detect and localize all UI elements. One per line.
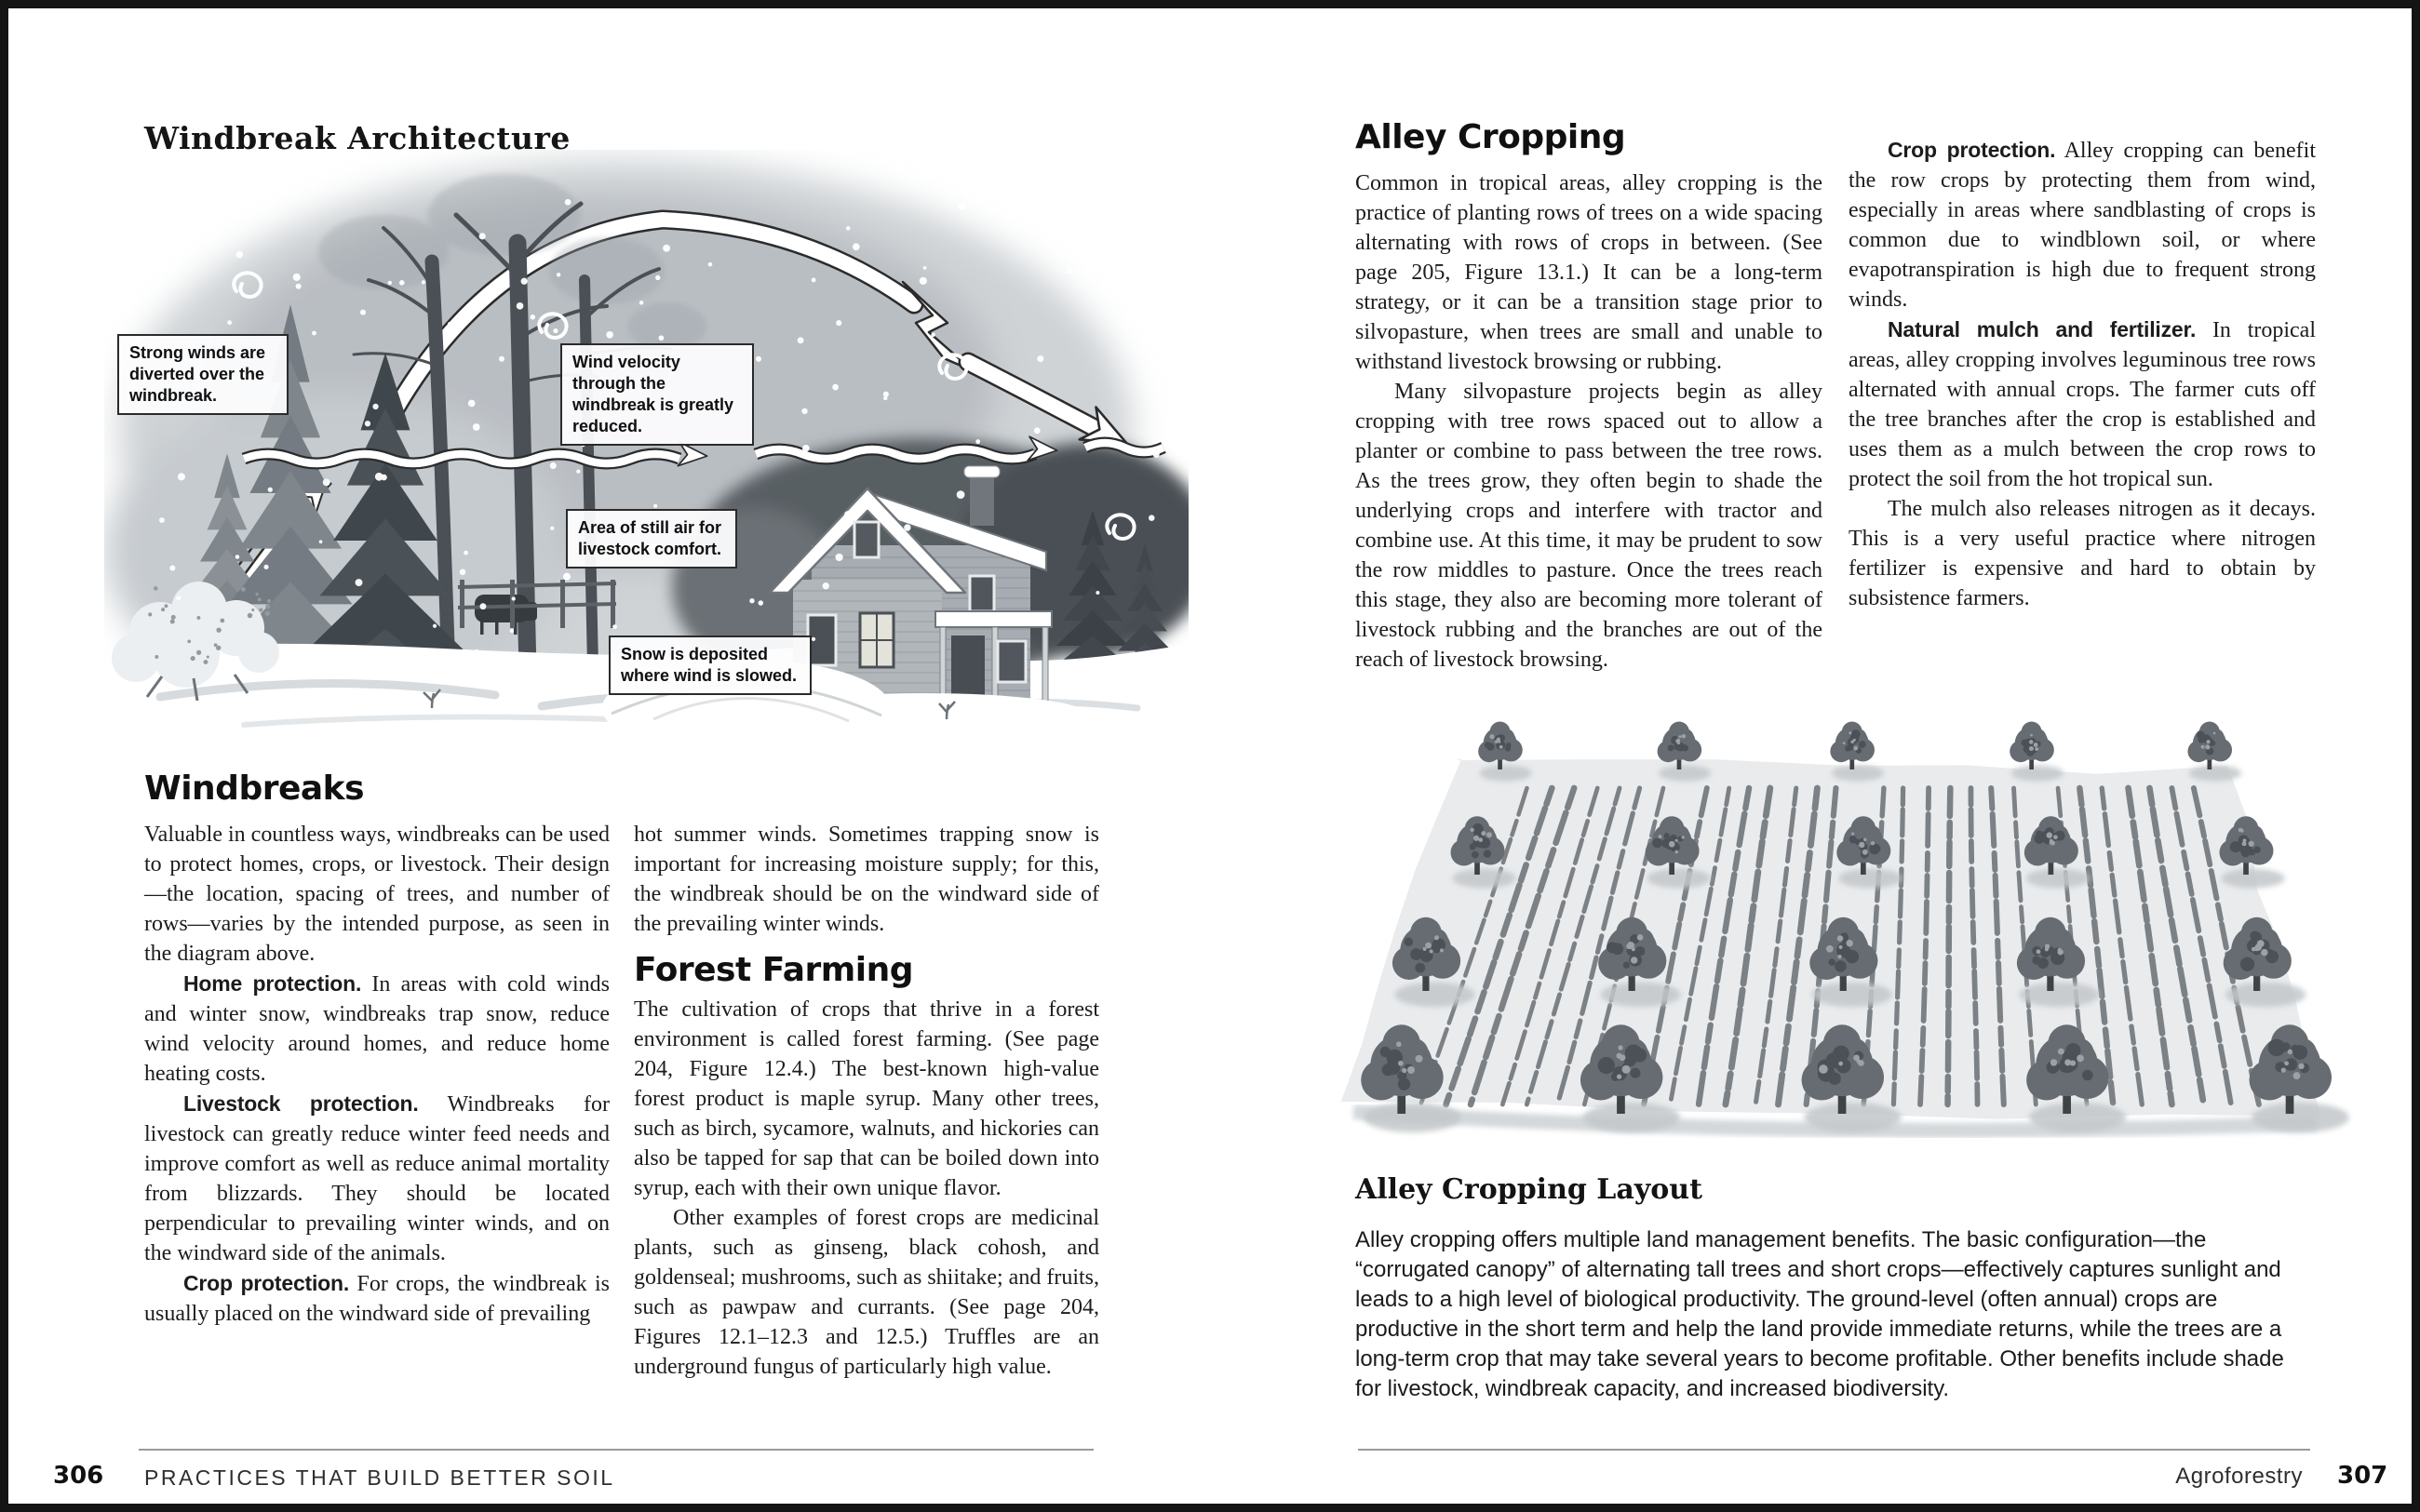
diagram-label-still-air: Area of still air for livestock comfort. bbox=[566, 509, 737, 569]
section-heading-alley-cropping: Alley Cropping bbox=[1355, 118, 1626, 156]
windbreak-diagram-title: Windbreak Architecture bbox=[144, 120, 571, 156]
alley-cropping-illustration bbox=[1316, 684, 2366, 1175]
diagram-label-velocity-reduced: Wind velocity through the windbreak is greatly reduced. bbox=[560, 343, 754, 446]
footer-rule-right bbox=[1358, 1449, 2310, 1451]
paragraph-home-protection: Home protection. In areas with cold winds and winter snow, windbreaks trap snow, reduce wind velocity around homes, and reduce home heating costs. bbox=[144, 971, 611, 1086]
left-page-column-1 bbox=[144, 820, 610, 1329]
paragraph-crop-protection: Crop protection. For crops, the windbreak is usually placed on the windward side of prevailing bbox=[144, 1271, 611, 1326]
paragraph-forest-farming-2: Other examples of forest crops are medicinal plants, such as ginseng, black cohosh, and goldenseal; mushrooms, such as shiitake; and fruits, such as pawpaw and currants. (See page 204, Figures 12.1–12.3 and 12.5.) Truffles are an underground fungus of particularly high value. bbox=[634, 1206, 1099, 1379]
section-heading-windbreaks: Windbreaks bbox=[144, 769, 365, 808]
paragraph-alley-crop-protection: Crop protection. Alley cropping can benefit the row crops by protecting them from wind, especially in areas where sandblasting of crops is common due to windblown soil, or where evapotranspiration is high due to frequent strong winds. bbox=[1849, 138, 2316, 312]
left-page-column-2 bbox=[634, 820, 1099, 1382]
diagram-label-wind-diverted: Strong winds are diverted over the windbreak. bbox=[117, 334, 289, 415]
alley-layout-caption-heading: Alley Cropping Layout bbox=[1355, 1173, 1702, 1206]
footer-rule-left bbox=[139, 1449, 1094, 1451]
paragraph-windbreaks-intro: Valuable in countless ways, windbreaks can be used to protect homes, crops, or livestock. Their design—the location, spacing of trees, and number of rows—varies by the intended purpose, as seen in the diagram above. bbox=[144, 823, 610, 966]
page-number-right: 307 bbox=[2337, 1462, 2388, 1490]
running-head-left: PRACTICES THAT BUILD BETTER SOIL bbox=[144, 1465, 615, 1490]
paragraph-livestock-protection: Livestock protection. Windbreaks for livestock can greatly reduce winter feed needs and improve comfort as well as reduce animal mortality from blizzards. They should be located perpendicular to prevailing winter winds, and on the windward side of the animals. bbox=[144, 1091, 610, 1265]
right-page-column-1 bbox=[1355, 168, 1822, 675]
paragraph-alley-nitrogen: The mulch also releases nitrogen as it decays. This is a very useful practice where nitrogen fertilizer is expensive and hard to obtain by subsistence farmers. bbox=[1849, 497, 2316, 610]
section-heading-forest-farming: Forest Farming bbox=[634, 951, 913, 989]
paragraph-crop-protection-continued: hot summer winds. Sometimes trapping snow is important for increasing moisture supply; for this, the windbreak should be on the windward side of the prevailing winter winds. bbox=[634, 823, 1099, 936]
alley-layout-caption-text: Alley cropping offers multiple land management benefits. The basic configuration—the “corrugated canopy” of alternating tall trees and short crops—effectively captures sunlight and leads to a high level of biological productivity. The ground-level (often annual) crops are productive in the short term and help the land provide immediate returns, while the trees are a long-term crop that may take several years to become profitable. Other benefits include shade for livestock, windbreak capacity, and increased biodiversity. bbox=[1355, 1227, 2284, 1401]
paragraph-alley-mulch: Natural mulch and fertilizer. In tropical areas, alley cropping involves leguminous tree rows alternated with annual crops. The farmer cuts off the tree branches after the crop is established and uses them as a mulch between the crop rows to protect the soil from the hot tropical sun. bbox=[1849, 317, 2317, 491]
paragraph-alley-2: Many silvopasture projects begin as alley cropping with tree rows spaced out to allow a planter or combine to pass between the tree rows. As the trees grow, they often begin to shade the underlying crops and interfere with tractor and combine use. At this time, it may be prudent to sow the row middles to pasture. Once the trees reach this stage, they also are becoming more tolerant of livestock rubbing and the branches are out of the reach of livestock browsing. bbox=[1355, 380, 1822, 672]
diagram-label-snow-deposit: Snow is deposited where wind is slowed. bbox=[609, 636, 812, 695]
paragraph-forest-farming-1: The cultivation of crops that thrive in a forest environment is called forest farming. (See page 204, Figure 12.4.) The best-known high-value forest product is maple syrup. Many other trees, such as birch, sycamore, walnuts, and hickories can also be tapped for sap that can be boiled down into syrup, each with their own unique flavor. bbox=[634, 997, 1099, 1200]
running-head-right: Agroforestry bbox=[2175, 1464, 2303, 1489]
page-number-left: 306 bbox=[53, 1462, 104, 1490]
paragraph-alley-1: Common in tropical areas, alley cropping is the practice of planting rows of trees on a wide spacing alternating with rows of crops in between. (See page 205, Figure 13.1.) It can be a long-term strategy, or it can be a transition stage prior to silvopasture, when trees are small and unable to withstand livestock browsing or rubbing. bbox=[1355, 171, 1822, 374]
right-page-column-2 bbox=[1849, 135, 2316, 613]
